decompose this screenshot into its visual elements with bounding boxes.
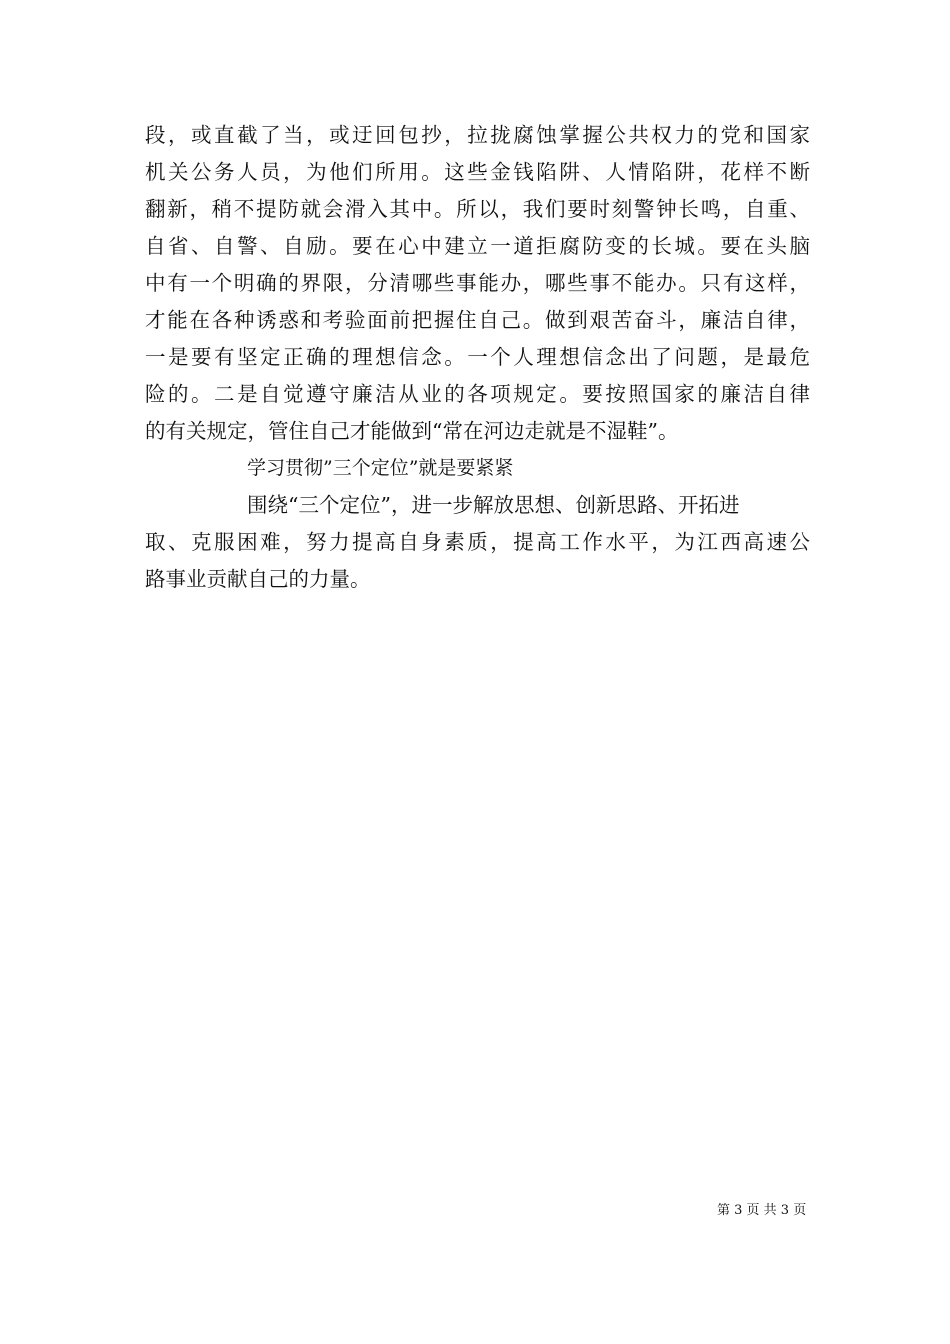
paragraph-line: 险的。二是自觉遵守廉洁从业的各项规定。要按照国家的廉洁自律 — [145, 382, 810, 406]
paragraph-line: 机关公务人员，为他们所用。这些金钱陷阱、人情陷阱，花样不断 — [145, 160, 810, 184]
paragraph-line: 中有一个明确的界限，分清哪些事能办，哪些事不能办。只有这样， — [145, 271, 810, 295]
paragraph-1 — [145, 117, 810, 450]
paragraph-line: 翻新，稍不提防就会滑入其中。所以，我们要时刻警钟长鸣，自重、 — [145, 197, 810, 221]
paragraph-line: 路事业贡献自己的力量。 — [145, 567, 371, 591]
paragraph-line: 才能在各种诱惑和考验面前把握住自己。做到艰苦奋斗，廉洁自律， — [145, 308, 810, 332]
page-number: 第 3 页 共 3 页 — [717, 1203, 807, 1218]
document-body — [145, 117, 810, 598]
paragraph-line: 自省、自警、自励。要在心中建立一道拒腐防变的长城。要在头脑 — [145, 234, 810, 258]
paragraph-line: 段，或直截了当，或迂回包抄，拉拢腐蚀掌握公共权力的党和国家 — [145, 123, 810, 147]
paragraph-line: 围绕“三个定位”，进一步解放思想、创新思路、开拓进 — [247, 493, 740, 517]
paragraph-line: 的有关规定，管住自己才能做到“常在河边走就是不湿鞋”。 — [145, 419, 679, 443]
paragraph-2 — [145, 487, 810, 598]
paragraph-line: 取、克服困难，努力提高自身素质，提高工作水平，为江西高速公 — [145, 530, 810, 554]
section-heading: 学习贯彻”三个定位”就是要紧紧 — [247, 457, 514, 479]
paragraph-line: 一是要有坚定正确的理想信念。一个人理想信念出了问题，是最危 — [145, 345, 810, 369]
